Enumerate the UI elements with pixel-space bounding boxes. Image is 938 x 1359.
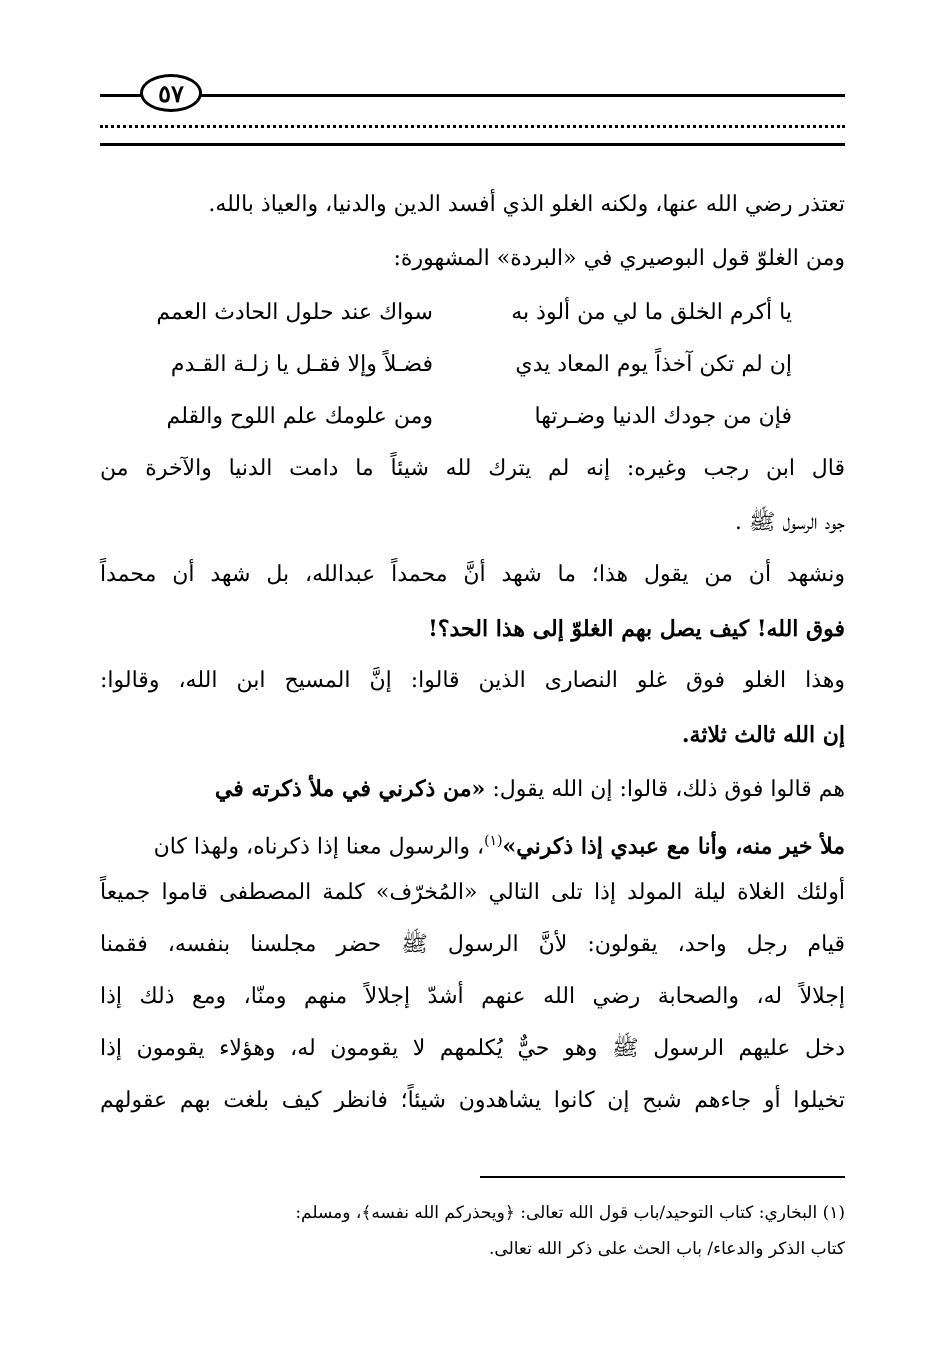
page-number: ٥٧ bbox=[140, 74, 202, 112]
header-rule-right bbox=[200, 94, 845, 97]
verse-first-hemistich: فإن من جودك الدنيا وضـرتها bbox=[534, 404, 792, 429]
paragraph-line bbox=[154, 822, 845, 866]
paragraph-line: جود الرسول ﷺ . bbox=[734, 510, 845, 535]
dotted-divider bbox=[100, 112, 845, 128]
paragraph-line: فوق الله! كيف يصل بهم الغلوّ إلى هذا الحد؟! bbox=[428, 616, 845, 642]
paragraph-line: تعتذر رضي الله عنها، ولكنه الغلو الذي أفسد الدين والدنيا، والعياذ بالله. bbox=[208, 192, 845, 217]
paragraph-line: تخيلوا أو جاءهم شبح إن كانوا يشاهدون شيئاً؛ فانظر كيف بلغت بهم عقولهم bbox=[100, 1088, 845, 1113]
paragraph-line: قال ابن رجب وغيره: إنه لم يترك لله شيئاً ما دامت الدنيا والآخرة من bbox=[100, 456, 845, 481]
header-rule-bottom bbox=[100, 143, 845, 146]
verse-first-hemistich: يا أكرم الخلق ما لي من ألوذ به bbox=[511, 300, 792, 325]
hadith-quote: «من ذكرني في ملأ ذكرته في bbox=[214, 776, 486, 802]
paragraph-line: ومن الغلوّ قول البوصيري في «البردة» المشهورة: bbox=[393, 246, 845, 271]
paragraph-line: إجلالاً له، والصحابة رضي الله عنهم أشدّ إجلالاً منهم ومنّا، ومع ذلك إذا bbox=[100, 984, 845, 1009]
paragraph-line: دخل عليهم الرسول ﷺ وهو حيٌّ يُكلمهم لا يقومون له، وهؤلاء يقومون إذا bbox=[100, 1036, 845, 1061]
paragraph-line: وهذا الغلو فوق غلو النصارى الذين قالوا: إنَّ المسيح ابن الله، وقالوا: bbox=[100, 668, 845, 693]
verse-second-hemistich: ومن علومك علم اللوح والقلم bbox=[166, 404, 433, 429]
hadith-quote: ملأ خير منه، وأنا مع عبدي إذا ذكرني» bbox=[502, 833, 845, 860]
verse-second-hemistich: سواك عند حلول الحادث العمم bbox=[156, 300, 433, 325]
paragraph-line: ونشهد أن من يقول هذا؛ ما شهد أنَّ محمداً عبدالله، بل شهد أن محمداً bbox=[100, 562, 845, 587]
paragraph-line: إن الله ثالث ثلاثة. bbox=[681, 722, 845, 748]
paragraph-line bbox=[215, 770, 845, 809]
paragraph-line: أولئك الغلاة ليلة المولد إذا تلى التالي «المُخرّف» كلمة المصطفى قاموا جميعاً bbox=[100, 880, 845, 905]
footnote-line: (١) البخاري: كتاب التوحيد/باب قول الله تعالى: ﴿ويحذركم الله نفسه﴾، ومسلم: bbox=[295, 1203, 845, 1223]
line-text: هم قالوا فوق ذلك، قالوا: إن الله يقول: bbox=[492, 777, 845, 802]
verse-first-hemistich: إن لم تكن آخذاً يوم المعاد يدي bbox=[515, 352, 792, 377]
verse-second-hemistich: فضـلاً وإلا فقـل يا زلـة القـدم bbox=[170, 352, 433, 377]
header-rule-left bbox=[100, 94, 142, 97]
footnote-line: كتاب الذكر والدعاء/ باب الحث على ذكر الله تعالى. bbox=[489, 1239, 845, 1259]
footnote-rule bbox=[480, 1176, 845, 1178]
paragraph-line: قيام رجل واحد، يقولون: لأنَّ الرسول ﷺ حضر مجلسنا بنفسه، فقمنا bbox=[100, 932, 845, 957]
footnote-ref: (١) bbox=[484, 833, 503, 849]
line-text: ، والرسول معنا إذا ذكرناه، ولهذا كان bbox=[153, 834, 485, 860]
